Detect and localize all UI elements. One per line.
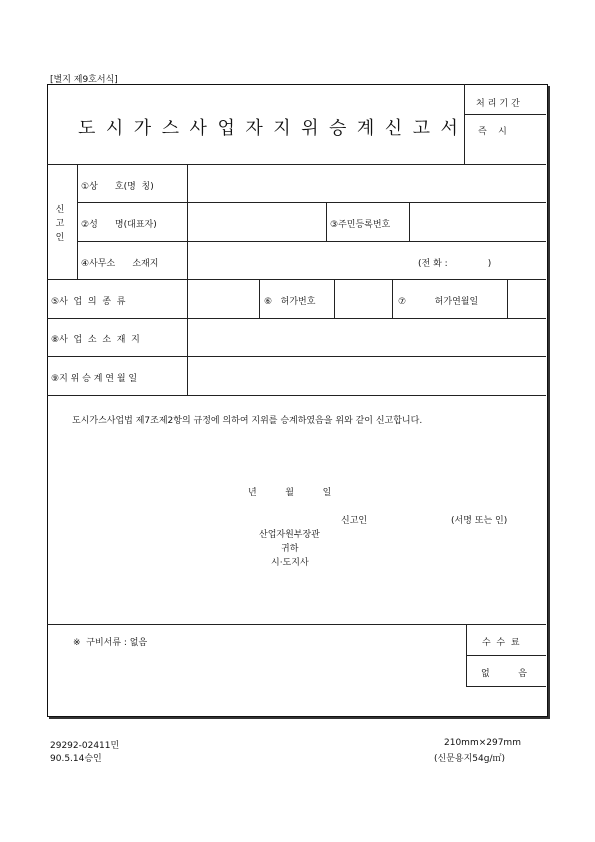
business-type-label: ⑤사 업 의 종 류 — [51, 297, 126, 307]
fee-box-midline — [466, 655, 546, 656]
phone-label: (전 화 : ) — [418, 259, 492, 269]
paper-weight: (신문용지54g/㎡) — [434, 754, 505, 764]
row-divider — [77, 241, 546, 242]
row-divider — [47, 318, 546, 319]
fee-label: 수 수 료 — [482, 638, 520, 648]
signature-placeholder: (서명 또는 인) — [451, 516, 508, 526]
form-title: 도시가스사업자지위승계신고서 — [78, 118, 469, 139]
col-divider — [409, 202, 410, 241]
form-tag: [별지 제9호서식] — [50, 75, 118, 85]
reporter-group-label: 신고인 — [55, 205, 65, 243]
row-divider — [77, 202, 546, 203]
addressee-governor: 시·도지사 — [271, 558, 309, 568]
permit-date-label: ⑦ 허가연월일 — [398, 297, 479, 307]
resident-number-label: ③주민등록번호 — [330, 220, 391, 230]
col-divider — [392, 279, 393, 318]
processing-box-midline — [464, 114, 546, 115]
approval-date: 90.5.14승인 — [50, 754, 102, 764]
processing-period-label: 처리기간 — [476, 99, 523, 109]
col-divider — [77, 164, 78, 279]
date-line: 년 월 일 — [248, 488, 332, 498]
row-divider — [47, 164, 546, 165]
fee-box-divider — [466, 624, 467, 686]
succession-date-label: ⑨지 위 승 계 연 월 일 — [51, 374, 138, 384]
attachments-note: ※ 구비서류 : 없음 — [73, 638, 148, 648]
processing-period-value: 즉 시 — [478, 127, 507, 137]
signer-label: 신고인 — [341, 516, 368, 526]
business-location-label: ⑧사 업 소 소 재 지 — [51, 335, 140, 345]
row-divider — [47, 279, 546, 280]
addressee-honorific: 귀하 — [281, 544, 299, 554]
col-divider — [259, 279, 260, 318]
col-divider — [187, 164, 188, 395]
declaration-text: 도시가스사업법 제7조제2항의 규정에 의하여 지위를 승계하였음을 위와 같이 신고합니다. — [72, 416, 423, 426]
paper-size: 210mm×297mm — [444, 738, 521, 748]
trade-name-label: ①상 호(명 칭) — [81, 182, 154, 192]
fee-box-bottom — [466, 686, 546, 687]
form-number: 29292-02411민 — [50, 741, 120, 751]
fee-value: 없 음 — [481, 669, 527, 679]
permit-number-label: ⑥ 허가번호 — [264, 297, 316, 307]
addressee-minister: 산업자원부장관 — [259, 530, 320, 540]
processing-box-divider — [464, 84, 465, 164]
representative-name-label: ②성 명(대표자) — [81, 220, 157, 230]
office-address-label: ④사무소 소재지 — [81, 259, 159, 269]
row-divider — [47, 395, 546, 396]
col-divider — [334, 279, 335, 318]
row-divider — [47, 624, 546, 625]
col-divider — [507, 279, 508, 318]
row-divider — [47, 356, 546, 357]
col-divider — [326, 202, 327, 241]
